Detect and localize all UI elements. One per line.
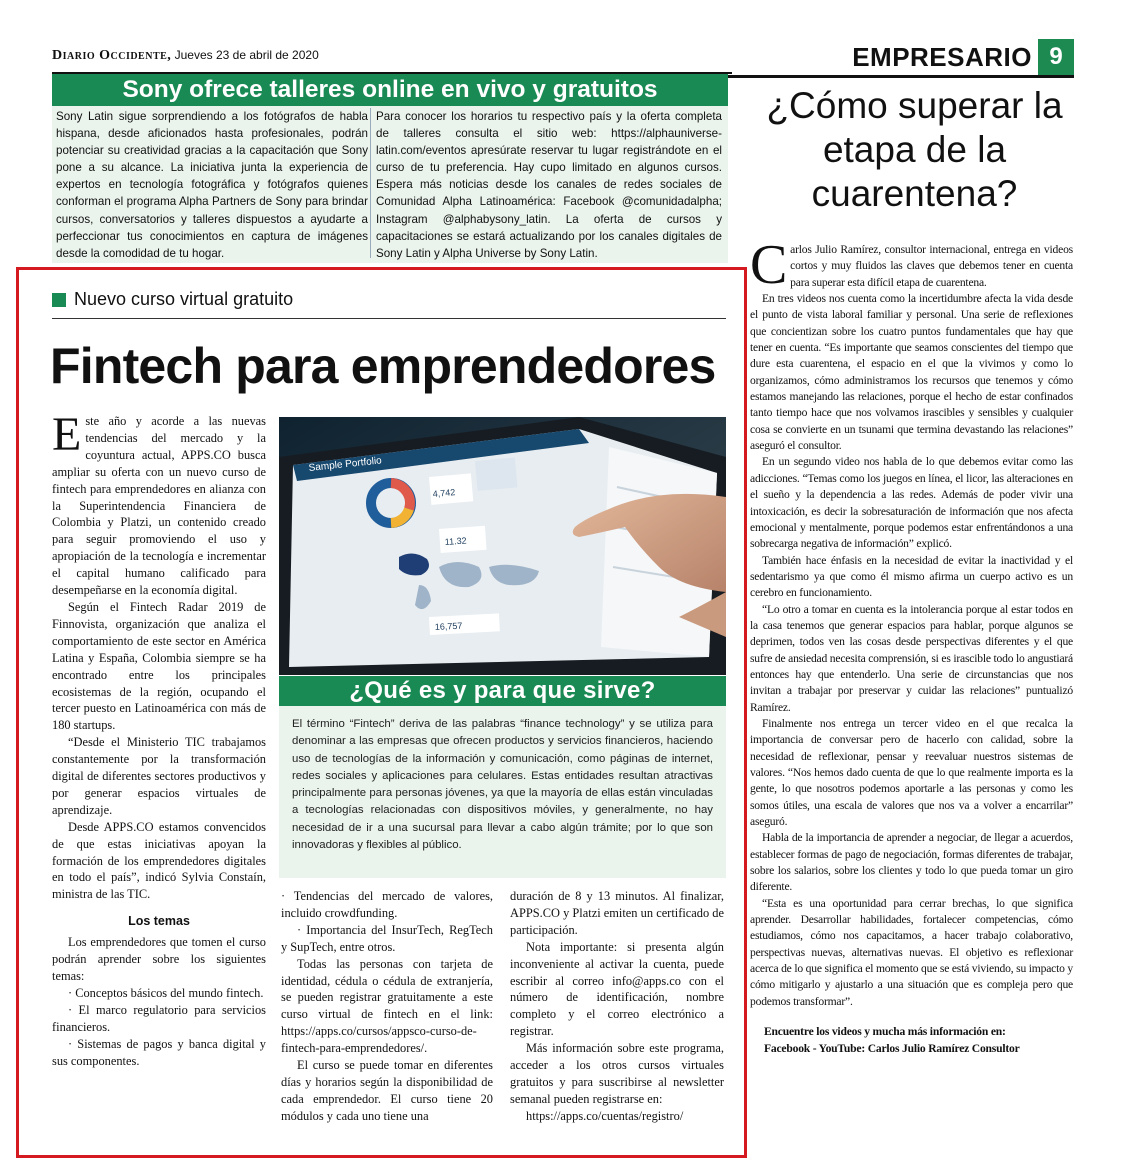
drop-cap: E: [52, 408, 82, 461]
section-rule: [728, 75, 1074, 78]
newspaper-name: Diario Occidente,: [52, 48, 172, 63]
paragraph: En tres videos nos cuenta como la incertidumbre afecta la vida desde el punto de vista laboral familiar y personal. Una serie de reflexiones que concientizan sobre los cuatro puntos fundamentales que hay que tener en cuenta. “Es importante que seamos conscientes del tiempo que dure esta cuarentena, el espacio en el que la vivimos y como lo organizamos, cómo administramos los recursos que tenemos y cómo estamos manejando las relaciones, porque el hecho de estar confinados tanto tiempo hace que nos volvamos irascibles y sensibles y cualquier cosa se convierte en un tsunami que termina devastando las relaciones” aseguró el consultor.: [750, 292, 1073, 453]
paragraph: duración de 8 y 13 minutos. Al finalizar, APPS.CO y Platzi emiten un certificado de participación.: [510, 889, 724, 937]
paragraph: Todas las personas con tarjeta de identidad, cédula o cédula de extranjería, se pueden registrar gratuitamente a este curso virtual de fintech en el link: https://apps.co/cursos/appsco-curso-de-fintech-para-emprendedores/.: [281, 956, 493, 1056]
topic-item: · Tendencias del mercado de valores, incluido crowdfunding.: [281, 889, 493, 920]
sidebar-body: El término “Fintech” deriva de las palabras “finance technology” y se utiliza para denominar a las empresas que ofrecen productos y servicios financieros, haciendo uso de tecnologías de la información y comunicación, como páginas de internet, redes sociales y aplicaciones para celulares. Estas entidades resultan atractivas principalmente para personas jóvenes, ya que la mayoría de ellas están vinculadas a tecnologías relacionadas con dispositivos móviles, y generalmente, no hay necesidad de ir a una sucursal para llevar a cabo algún trámite; por lo que son innovadoras y flexibles al público.: [279, 706, 726, 878]
paragraph: Según el Fintech Radar 2019 de Finnovista, organización que analiza el comportamiento de este sector en América Latina y España, Colombia siempre se ha encontrado entre los principales ecosistemas de la región, ocupando el tercer puesto en Latinoamérica con más de 180 startups.: [52, 599, 266, 733]
cuarentena-column: [750, 234, 1073, 1057]
paragraph: En un segundo video nos habla de lo que debemos evitar como las adicciones. “Temas como los juegos en línea, el licor, las alteraciones en el sueño y la dependencia a las redes. Además de poder vivir una intoxicación, es decir la sobresaturación de información que nos afecta emocional y mentalmente, porque podemos estar enfrentándonos a una sobrecarga negativa de información” explicó.: [750, 455, 1073, 551]
kicker-text: Nuevo curso virtual gratuito: [74, 289, 294, 309]
section-name: EMPRESARIO: [852, 41, 1032, 72]
paragraph: Este año y acorde a las nuevas tendencias del mercado y la coyuntura actual, APPS.CO busca ampliar su oferta con un nuevo curso de fintech para emprendedores en alianza con la Superintendencia Financiera de Colombia y Platzi, un contenido creado para seguir promoviendo el uso y apropiación de la tecnología e incrementar el capital humano calificado para desempeñarse en la economía digital.: [52, 408, 266, 598]
paragraph: El curso se puede tomar en diferentes días y horarios según la disponibilidad de cada emprendedor. El curso tiene 20 módulos y cada uno tiene una: [281, 1058, 493, 1123]
topic-item: · Sistemas de pagos y banca digital y sus componentes.: [52, 1036, 266, 1068]
fintech-column-2: [281, 888, 493, 1125]
svg-text:4,742: 4,742: [432, 487, 456, 499]
cuarentena-headline: ¿Cómo superar la etapa de la cuarentena?: [766, 85, 1063, 214]
sony-headline: Sony ofrece talleres online en vivo y gratuitos: [52, 74, 728, 106]
paragraph: Carlos Julio Ramírez, consultor internacional, entrega en videos cortos y muy fluidos las claves que debemos tener en cuenta para superar esta difícil etapa de cuarentena.: [750, 234, 1073, 296]
paragraph: “Desde el Ministerio TIC trabajamos constantemente por la transformación digital de diferentes sectores productivos y por generar espacios virtuales de aprendizaje.: [52, 735, 266, 817]
issue-date: Jueves 23 de abril de 2020: [171, 48, 319, 62]
kicker-rule: [52, 318, 726, 319]
kicker: [52, 289, 293, 310]
article-headline: Fintech para emprendedores: [50, 338, 716, 394]
sony-column-2: Para conocer los horarios tu respectivo país y la oferta completa de talleres consulta el sitio web: https://alphauniverse-latin.com/eventos apresúrate reservar tu lugar registrándote en el curso de tu preferencia. Hay cupo limitado en algunos cursos. Espera más noticias desde los canales de redes sociales de Comunidad Alpha Latinoamérica: Facebook @comunidadalpha; Instagram @alphabysony_latin. La oferta de cursos y capacitaciones se estará actualizando por los canales digitales de Sony Latin y Alpha Universe by Sony Latin.: [376, 110, 722, 260]
paragraph: Nota importante: si presenta algún inconveniente al activar la cuenta, puede escribir al correo info@apps.co con el número de identificación, nombre completo y el correo electrónico a registrar.: [510, 939, 724, 1039]
kicker-square-icon: [52, 293, 66, 307]
drop-cap: C: [750, 234, 788, 296]
svg-text:11.32: 11.32: [444, 535, 467, 547]
section-header: [848, 38, 1074, 76]
svg-text:16,757: 16,757: [434, 620, 463, 632]
paragraph: Habla de la importancia de aprender a negociar, de llegar a acuerdos, establecer formas de pago de negociación, formas diferentes de trabajar, sobre los salarios, sobre los clientes y todo lo que pueda tomar un giro diferente.: [750, 831, 1073, 894]
paragraph: Finalmente nos entrega un tercer video en el que recalca la importancia de conversar pero de hacerlo con calidad, sobre la necesidad de reflexionar, pensar y reevaluar nuestros sistemas de valores. “Nos hemos dado cuenta de que lo que realmente importa es la gente, lo que nosotros podemos aportarle a las personas y como les somos útiles, una escala de valores que nos va a volver a encarrilar” aseguró.: [750, 716, 1073, 829]
column-divider: [370, 108, 371, 258]
topic-item: · El marco regulatorio para servicios financieros.: [52, 1002, 266, 1034]
fintech-column-3: [510, 888, 724, 1125]
paragraph: https://apps.co/cuentas/registro/: [526, 1108, 684, 1123]
sony-column-1: Sony Latin sigue sorprendiendo a los fotógrafos de habla hispana, desde aficionados hasta profesionales, podrán potenciar su creatividad gracias a la capacitación que Sony pone a su alcance. La iniciativa junta la experiencia de expertos en tecnología fotográfica y fotógrafos quienes conforman el programa Alpha Partners de Sony para brindar cursos, conversatorios y talleres dispuestos a ayudarte a perfeccionar tus conocimientos en captura de imágenes desde la comodidad de tu hogar.: [56, 110, 368, 260]
dashboard-title: Sample Portfolio: [308, 455, 383, 474]
page-number: 9: [1038, 39, 1074, 75]
topic-item: · Importancia del InsurTech, RegTech y SupTech, entre otros.: [281, 922, 493, 954]
fintech-column-1: [52, 408, 266, 1069]
paragraph: Más información sobre este programa, acceder a los otros cursos virtuales gratuitos y para suscribirse al newsletter semanal pueden registrarse en:: [510, 1041, 724, 1106]
footer-note: Encuentre los videos y mucha más información en: Facebook - YouTube: Carlos Julio Ramírez Consultor: [764, 1025, 1020, 1055]
paragraph: Los emprendedores que tomen el curso podrán aprender sobre los siguientes temas:: [52, 935, 266, 983]
paragraph: “Esta es una oportunidad para cerrar brechas, lo que significa aprender. Desarrollar habilidades, fortalecer competencias, cómo estudiamos, cómo nos capacitamos, a hacer trabajo colaborativo, perspectivas nuevas, alternativas nuevas. El objetivo es reflexionar acerca de lo que significa el momento que se está viviendo, su impacto y cómo mitigarlo y ajustarlo a una situación que es compleja pero que podemos transformar”.: [750, 896, 1073, 1008]
paragraph: Desde APPS.CO estamos convencidos de que estas iniciativas apoyan la formación de los emprendedores digitales en todo el país”, indicó Sylvia Constaín, ministra de las TIC.: [52, 819, 266, 902]
sidebar-headline: ¿Qué es y para que sirve?: [279, 676, 726, 706]
paragraph: También hace énfasis en la necesidad de evitar la inactividad y el sedentarismo ya que como él mismo afirma un cuerpo activo es un cerebro en funcionamiento.: [750, 553, 1073, 600]
tablet-dashboard-photo: [279, 417, 726, 675]
masthead: [52, 48, 732, 64]
paragraph: “Lo otro a tomar en cuenta es la intolerancia porque al estar todos en la casa tenemos que generar espacios para hablar, porque algunos se deprimen, todos ven las cosas desde perspectivas diferentes y el que sufre de ansiedad necesita comprensión, si es irascible todo lo angustiará entonces hay que entenderlo. Una serie de circunstancias que nos invitan a trabajar por preservar y cuidar las relaciones” puntualizó Ramírez.: [750, 602, 1073, 714]
topic-item: · Conceptos básicos del mundo fintech.: [68, 985, 264, 1000]
subheading: Los temas: [128, 914, 190, 929]
